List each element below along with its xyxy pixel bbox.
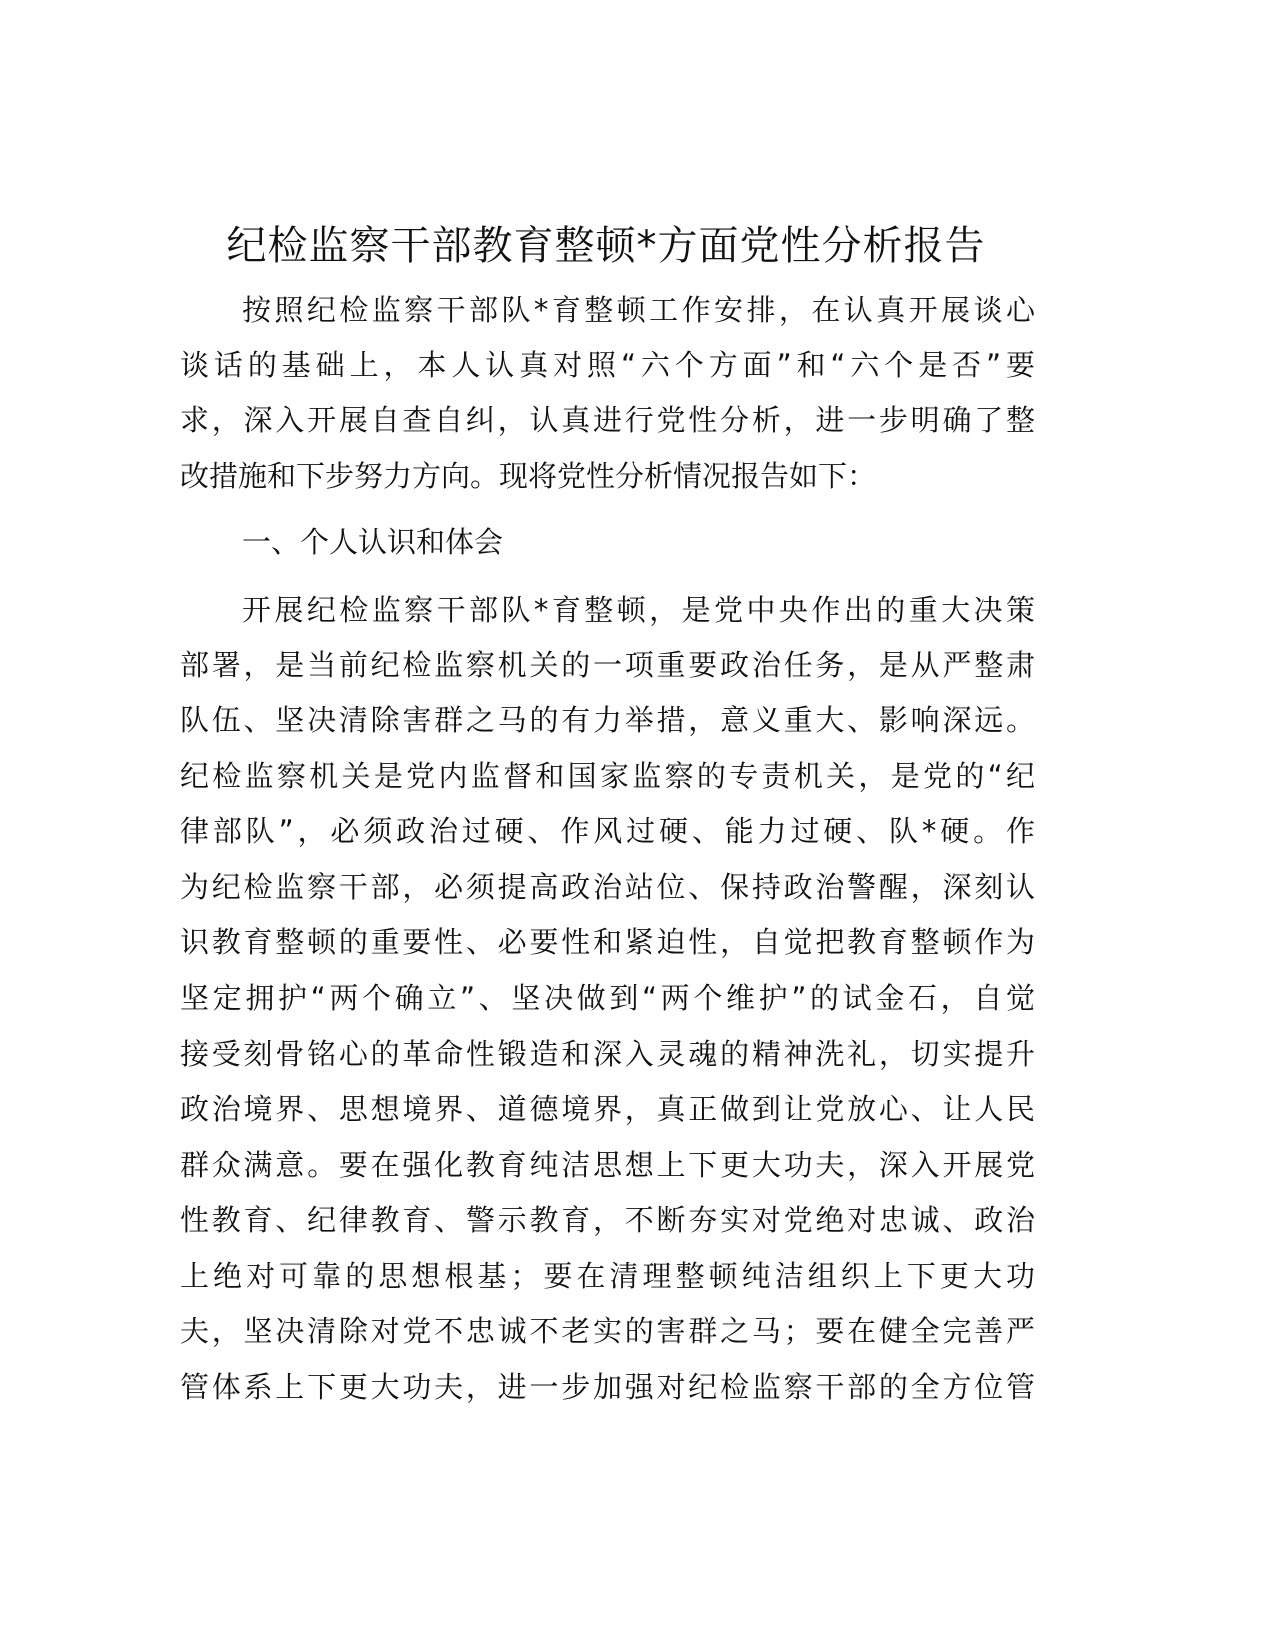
paragraph-line: 群众满意。要在强化教育纯洁思想上下更大功夫，深入开展党 [180,1148,1035,1182]
paragraph-line: 为纪检监察干部，必须提高政治站位、保持政治警醒，深刻认 [180,870,1035,904]
paragraph-line: 接受刻骨铭心的革命性锻造和深入灵魂的精神洗礼，切实提升 [180,1037,1035,1071]
paragraph-line: 按照纪检监察干部队*育整顿工作安排，在认真开展谈心 [242,293,1035,327]
document-title: 纪检监察干部教育整顿*方面党性分析报告 [226,223,986,269]
paragraph-line: 队伍、坚决清除害群之马的有力举措，意义重大、影响深远。 [180,703,1035,737]
paragraph-line: 律部队”，必须政治过硬、作风过硬、能力过硬、队*硬。作 [180,814,1035,848]
paragraph-line: 坚定拥护“两个确立”、坚决做到“两个维护”的试金石，自觉 [180,981,1035,1015]
paragraph-line: 政治境界、思想境界、道德境界，真正做到让党放心、让人民 [180,1092,1035,1126]
paragraph-line: 管体系上下更大功夫，进一步加强对纪检监察干部的全方位管 [180,1370,1035,1404]
paragraph-line: 上绝对可靠的思想根基；要在清理整顿纯洁组织上下更大功 [180,1259,1035,1293]
paragraph-line: 改措施和下步努力方向。现将党性分析情况报告如下： [180,459,877,493]
paragraph-line: 识教育整顿的重要性、必要性和紧迫性，自觉把教育整顿作为 [180,925,1035,959]
section-heading: 一、个人认识和体会 [242,525,504,559]
paragraph-line: 开展纪检监察干部队*育整顿，是党中央作出的重大决策 [242,593,1035,627]
paragraph-line: 性教育、纪律教育、警示教育，不断夯实对党绝对忠诚、政治 [180,1203,1035,1237]
paragraph-line: 纪检监察机关是党内监督和国家监察的专责机关，是党的“纪 [180,759,1035,793]
paragraph-line: 求，深入开展自查自纠，认真进行党性分析，进一步明确了整 [180,403,1035,437]
paragraph-line: 谈话的基础上，本人认真对照“六个方面”和“六个是否”要 [180,348,1035,382]
paragraph-line: 夫，坚决清除对党不忠诚不老实的害群之马；要在健全完善严 [180,1314,1035,1348]
paragraph-line: 部署，是当前纪检监察机关的一项重要政治任务，是从严整肃 [180,648,1035,682]
